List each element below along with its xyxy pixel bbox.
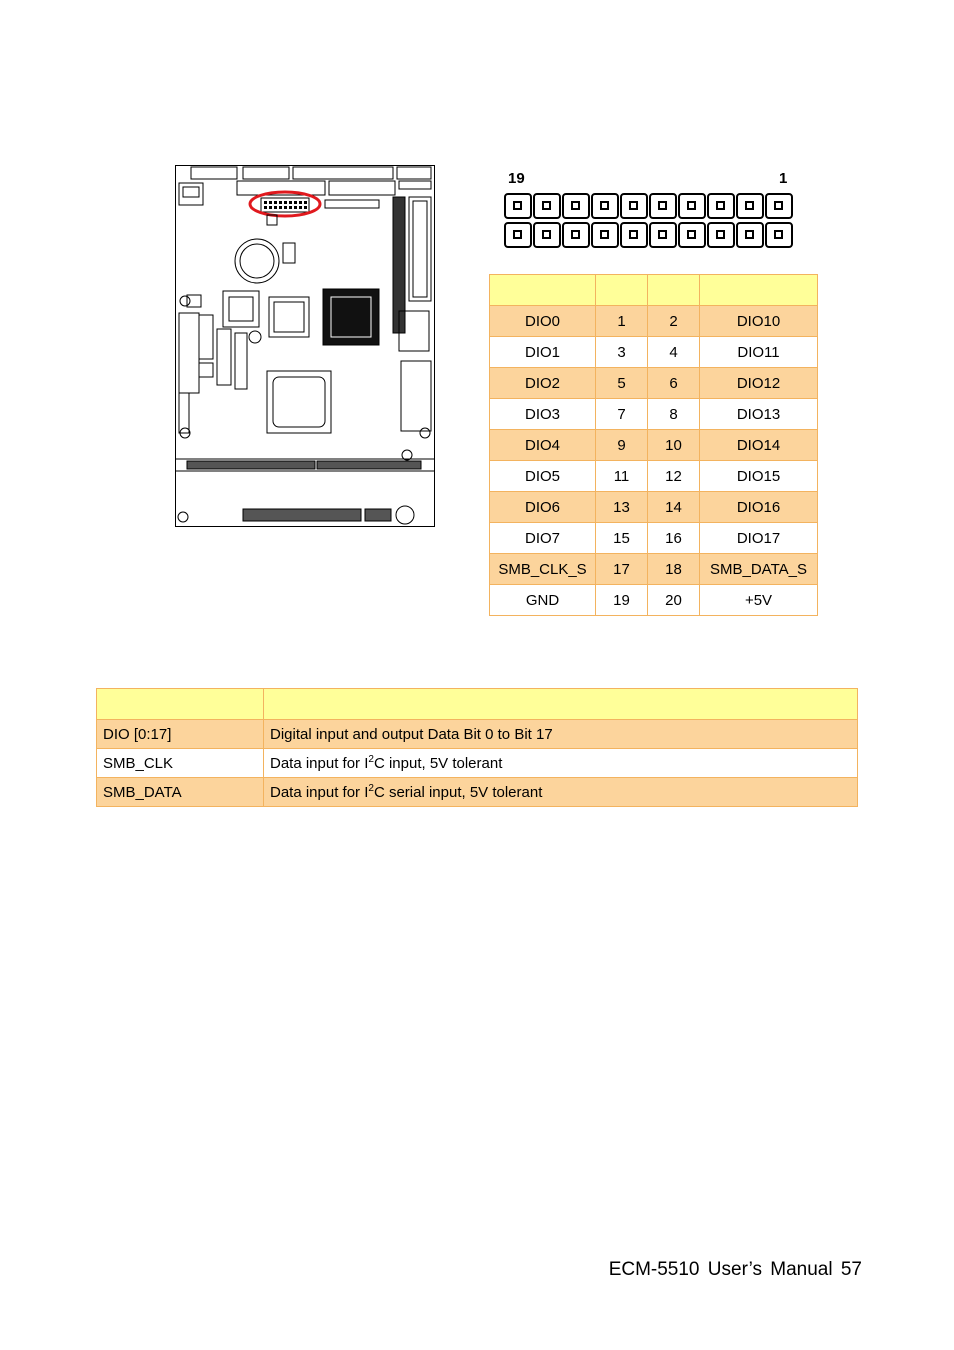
table-row [490, 337, 818, 368]
pinout-header-row [490, 275, 818, 306]
header-cell [264, 689, 858, 720]
signal-cell: DIO3 [490, 399, 596, 430]
table-row [490, 368, 818, 399]
table-row [97, 778, 858, 807]
description-text: C serial input, 5V tolerant [373, 784, 543, 801]
signal-cell: GND [490, 585, 596, 616]
signal-name-cell: SMB_CLK [97, 749, 264, 778]
pin-cell: 6 [648, 368, 700, 399]
pin-cell: 7 [596, 399, 648, 430]
pin-cell: 19 [596, 585, 648, 616]
table-row [490, 399, 818, 430]
table-row [490, 554, 818, 585]
signal-cell: DIO4 [490, 430, 596, 461]
description-cell: Digital input and output Data Bit 0 to Bit 17 [264, 720, 858, 749]
signal-name-cell: SMB_DATA [97, 778, 264, 807]
description-text: Data input for I [270, 784, 369, 801]
signal-cell: DIO5 [490, 461, 596, 492]
pin-cell: 4 [648, 337, 700, 368]
signal-name-cell: DIO [0:17] [97, 720, 264, 749]
superscript: 2 [368, 754, 374, 765]
signal-cell: DIO10 [700, 306, 818, 337]
description-text: C input, 5V tolerant [373, 755, 503, 772]
pin-cell: 3 [596, 337, 648, 368]
pin-cell: 5 [596, 368, 648, 399]
pin-1-label: 1 [779, 170, 788, 187]
signal-cell: DIO7 [490, 523, 596, 554]
signal-cell: SMB_DATA_S [700, 554, 818, 585]
signal-cell: +5V [700, 585, 818, 616]
description-text: Data input for I [270, 755, 369, 772]
table-row [490, 461, 818, 492]
pin-19-label: 19 [508, 170, 525, 187]
signal-cell: DIO0 [490, 306, 596, 337]
table-row [490, 492, 818, 523]
signal-cell: DIO2 [490, 368, 596, 399]
signal-cell: DIO11 [700, 337, 818, 368]
pin-cell: 11 [596, 461, 648, 492]
pin-cell: 8 [648, 399, 700, 430]
signal-description-table [96, 688, 858, 807]
header-connector-diagram [503, 170, 803, 252]
pin-cell: 12 [648, 461, 700, 492]
description-header-row [97, 689, 858, 720]
description-cell [264, 749, 858, 778]
signal-cell: DIO14 [700, 430, 818, 461]
pin-cell: 16 [648, 523, 700, 554]
pin-cell: 13 [596, 492, 648, 523]
table-row [97, 720, 858, 749]
signal-cell: DIO17 [700, 523, 818, 554]
signal-cell: DIO16 [700, 492, 818, 523]
pin-cell: 14 [648, 492, 700, 523]
signal-cell: SMB_CLK_S [490, 554, 596, 585]
page-footer: ECM-5510 User’s Manual 57 [608, 1259, 862, 1280]
board-layout-diagram [175, 165, 435, 527]
description-cell [264, 778, 858, 807]
header-cell [490, 275, 596, 306]
table-row [490, 430, 818, 461]
pin-cell: 17 [596, 554, 648, 585]
header-cell [700, 275, 818, 306]
pin-cell: 10 [648, 430, 700, 461]
table-row [490, 306, 818, 337]
signal-cell: DIO13 [700, 399, 818, 430]
pin-cell: 1 [596, 306, 648, 337]
signal-cell: DIO1 [490, 337, 596, 368]
pin-cell: 20 [648, 585, 700, 616]
pinout-table [489, 274, 818, 616]
signal-cell: DIO12 [700, 368, 818, 399]
pin-cell: 2 [648, 306, 700, 337]
pin-cell: 18 [648, 554, 700, 585]
superscript: 2 [368, 783, 374, 794]
signal-cell: DIO6 [490, 492, 596, 523]
signal-cell: DIO15 [700, 461, 818, 492]
table-row [97, 749, 858, 778]
header-cell [648, 275, 700, 306]
table-row [490, 585, 818, 616]
pin-cell: 15 [596, 523, 648, 554]
header-cell [97, 689, 264, 720]
header-cell [596, 275, 648, 306]
pin-grid [503, 192, 803, 252]
table-row [490, 523, 818, 554]
pin-cell: 9 [596, 430, 648, 461]
